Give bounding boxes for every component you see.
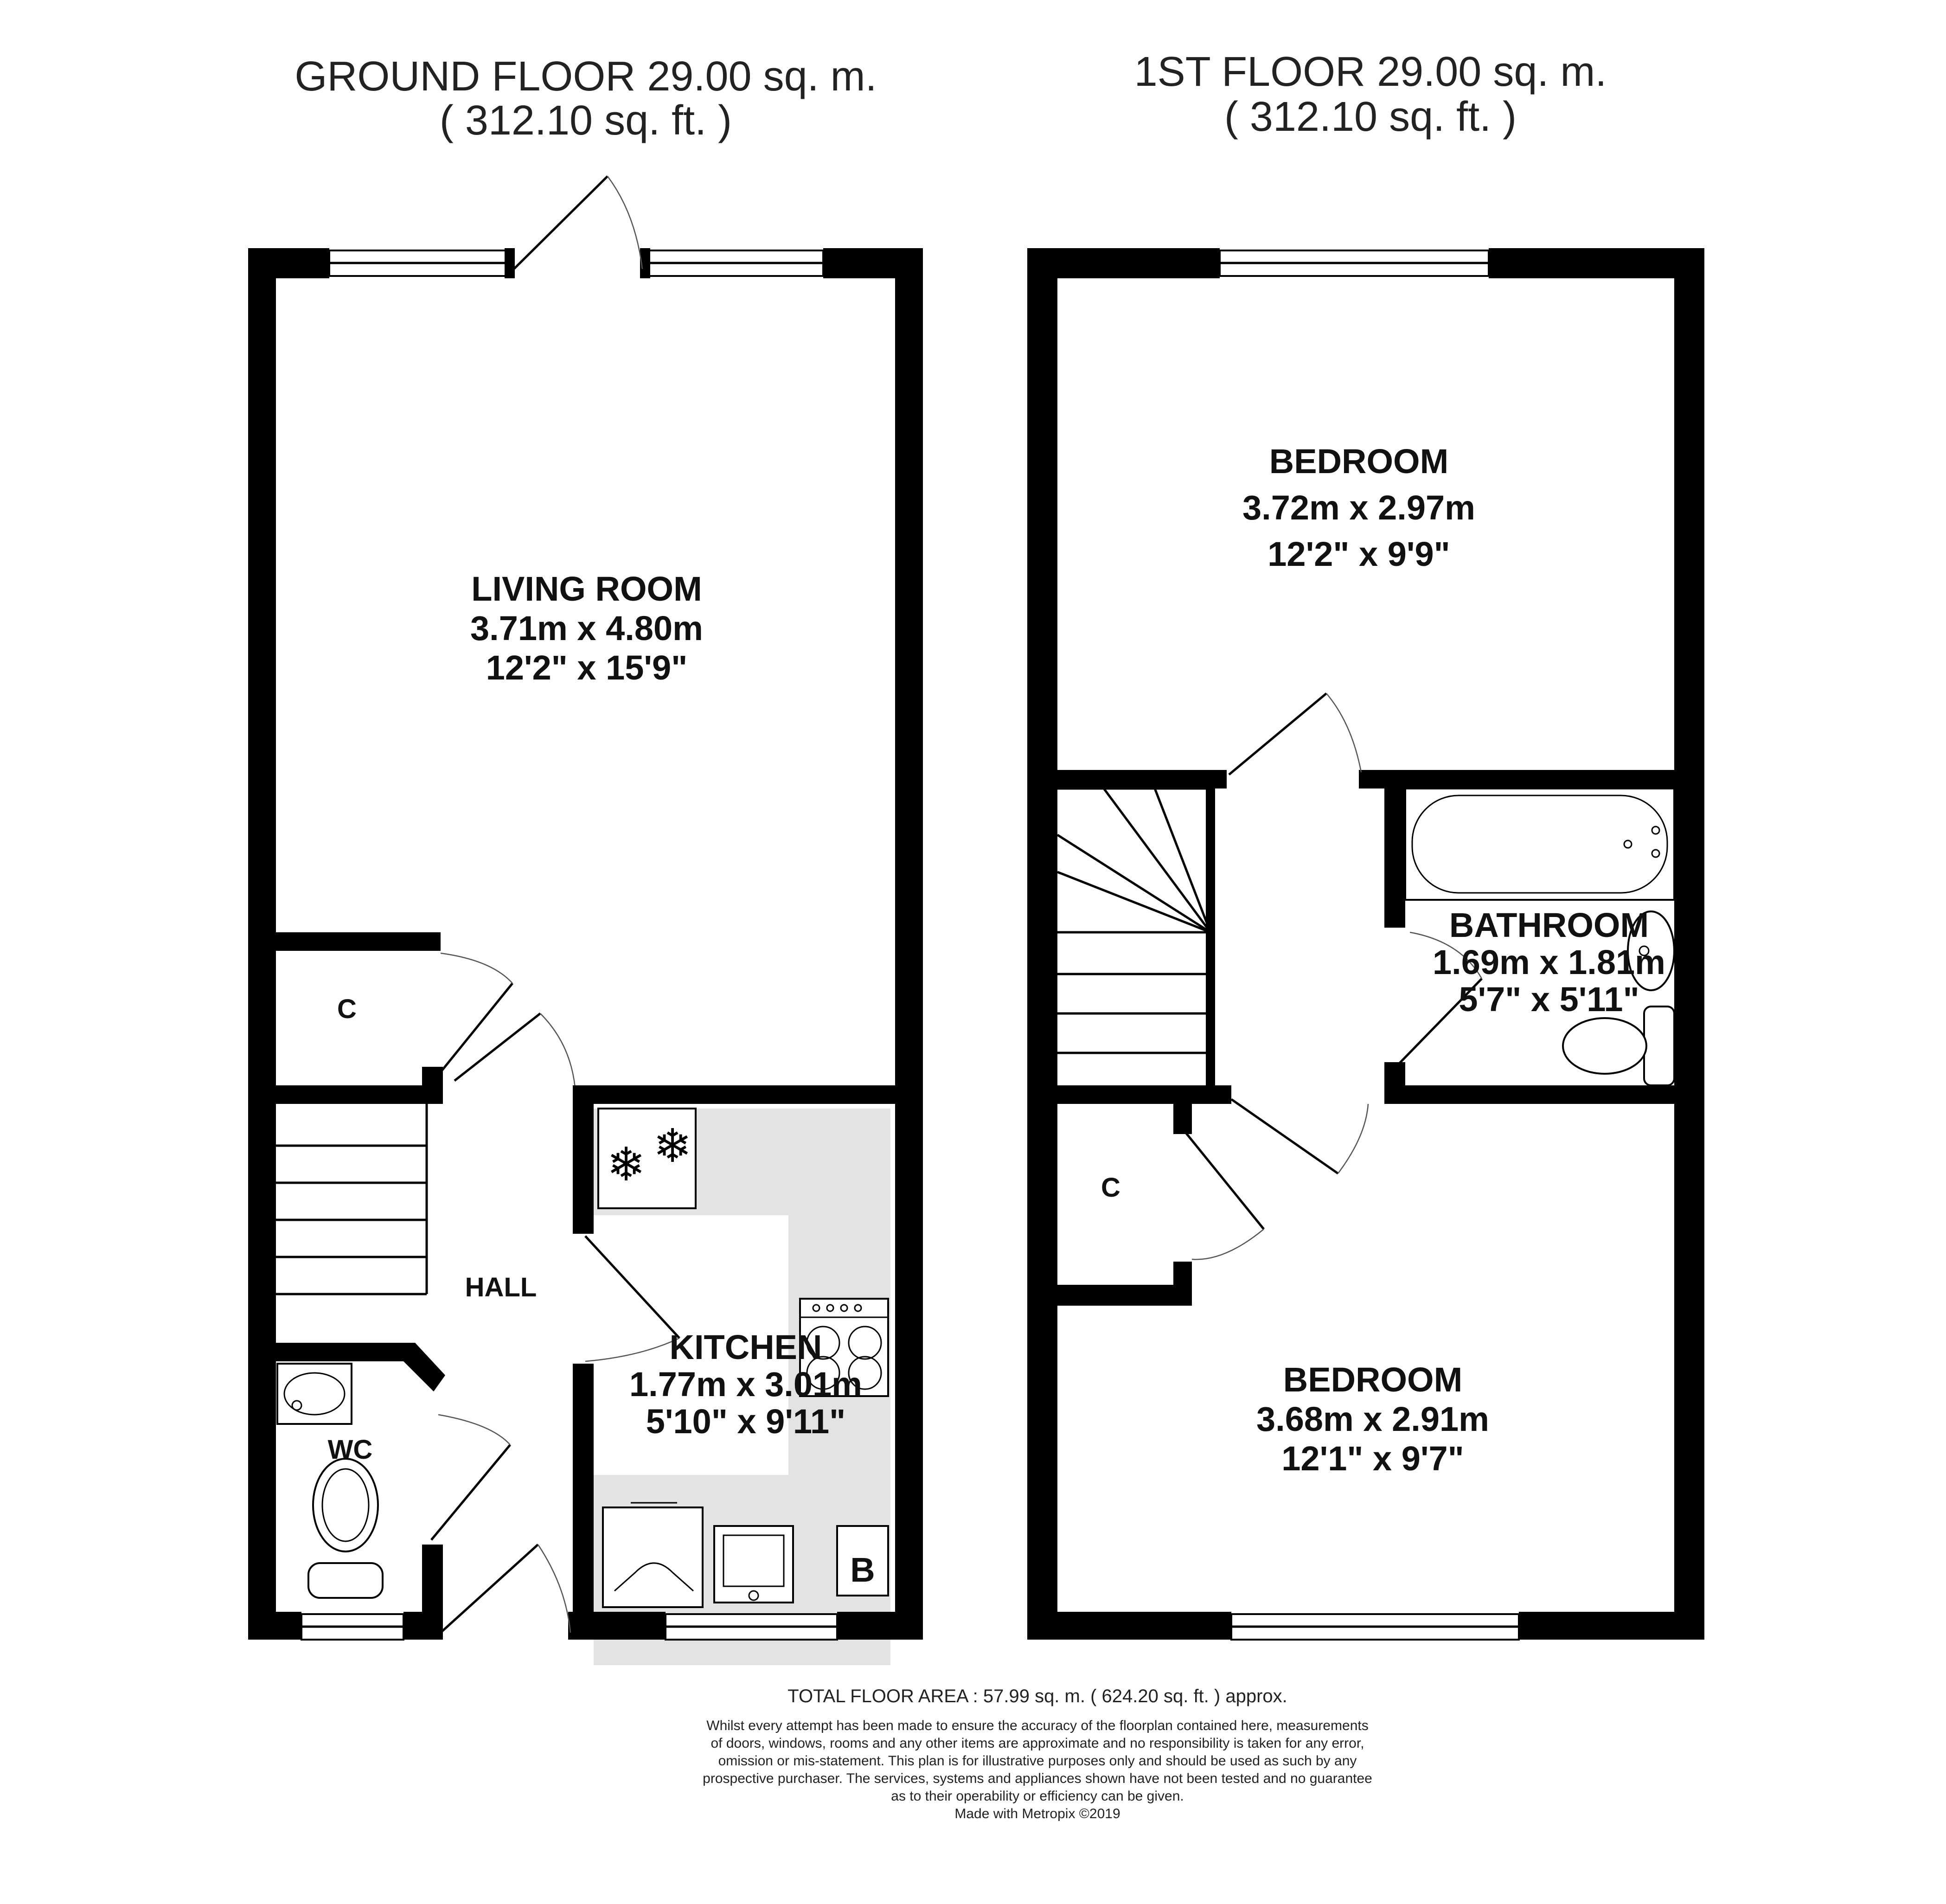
wall [1173,1085,1192,1134]
wall [505,248,515,278]
kitchen-name: KITCHEN [669,1328,822,1366]
wall [1027,1612,1231,1640]
kitchen-metric: 1.77m x 3.01m [629,1365,862,1404]
wall [248,1085,438,1104]
kitchen-door[interactable] [585,1236,679,1338]
disclaimer-line: prospective purchaser. The services, systems and appliances shown have not been tested and no guarantee [703,1771,1372,1786]
wall [1173,1262,1192,1306]
wall [823,248,923,278]
cupboard-label: C [337,994,357,1024]
wall [1489,248,1704,278]
wall [1674,248,1704,1640]
living-room-imperial: 12'2" x 15'9" [486,648,688,687]
bathroom-metric: 1.69m x 1.81m [1433,943,1665,981]
hall-label: HALL [465,1272,537,1302]
rear-bedroom-door[interactable] [1231,1099,1338,1173]
wall [1027,770,1227,789]
wall [575,1085,923,1104]
kitchen-imperial: 5'10" x 9'11" [646,1402,846,1441]
boiler [837,1526,888,1596]
wall [1519,1612,1704,1640]
front-bedroom-imperial: 12'2" x 9'9" [1267,535,1450,573]
cupboard-door[interactable] [1185,1132,1264,1229]
wall [1359,770,1704,789]
staircase[interactable] [1057,779,1215,1085]
wc-door[interactable] [431,1445,510,1540]
living-room-door[interactable] [454,1013,540,1081]
disclaimer-line: as to their operability or efficiency can be given. [891,1789,1184,1804]
front-bedroom-door[interactable] [1229,693,1326,775]
ground-floor-title: GROUND FLOOR 29.00 sq. m. [294,53,877,100]
footer [703,1686,1372,1821]
front-bedroom-name: BEDROOM [1269,442,1449,481]
wall [1027,1285,1192,1306]
svg-text:B: B [850,1551,875,1589]
living-room-metric: 3.71m x 4.80m [470,609,703,647]
snowflake-icon: ❄ [607,1137,646,1192]
bath-icon [1405,789,1674,900]
wall [1027,248,1220,278]
bathroom-imperial: 5'7" x 5'11" [1459,980,1639,1019]
wall [1384,1085,1704,1104]
ground-floor-plan [248,176,923,1665]
first-floor-plan [1027,248,1704,1640]
first-floor-subtitle: ( 312.10 sq. ft. ) [1224,94,1517,140]
living-room-name: LIVING ROOM [471,570,702,608]
wall [422,1545,443,1640]
staircase[interactable] [276,1104,427,1294]
first-floor-title: 1ST FLOOR 29.00 sq. m. [1134,49,1607,95]
front-bedroom-metric: 3.72m x 2.97m [1242,488,1475,527]
ground-floor-subtitle: ( 312.10 sq. ft. ) [439,97,732,144]
sink-icon [714,1526,793,1603]
wall [248,932,441,951]
wall [1384,770,1405,928]
wall [1027,248,1057,1640]
wall [1027,1085,1231,1104]
washing-machine-icon [603,1503,703,1607]
wall [895,248,923,1640]
credit-line: Made with Metropix ©2019 [954,1806,1120,1821]
snowflake-icon: ❄ [653,1119,692,1173]
wall [248,1612,301,1640]
wall [248,1343,406,1361]
hall-door[interactable] [441,1545,538,1633]
wall [837,1612,923,1640]
rear-bedroom-name: BEDROOM [1283,1360,1463,1399]
wall [573,1364,594,1640]
cupboard-label: C [1101,1173,1120,1203]
bathroom-name: BATHROOM [1449,906,1649,944]
wall [248,248,329,278]
disclaimer-line: Whilst every attempt has been made to ensure the accuracy of the floorplan contained here, measurements [706,1718,1369,1733]
wc-label: WC [327,1435,373,1465]
rear-bedroom-metric: 3.68m x 2.91m [1256,1400,1489,1438]
disclaimer-line: of doors, windows, rooms and any other items are approximate and no responsibility is taken for any error, [711,1736,1364,1751]
disclaimer-line: omission or mis-statement. This plan is for illustrative purposes only and should be used as such by any [718,1753,1357,1769]
toilet-icon [308,1459,383,1598]
front-door[interactable] [514,176,608,269]
wall [573,1085,594,1234]
rear-bedroom-imperial: 12'1" x 9'7" [1281,1439,1464,1478]
wall [397,1343,445,1391]
total-floor-area: TOTAL FLOOR AREA : 57.99 sq. m. ( 624.20 sq. ft. ) approx. [787,1686,1287,1706]
